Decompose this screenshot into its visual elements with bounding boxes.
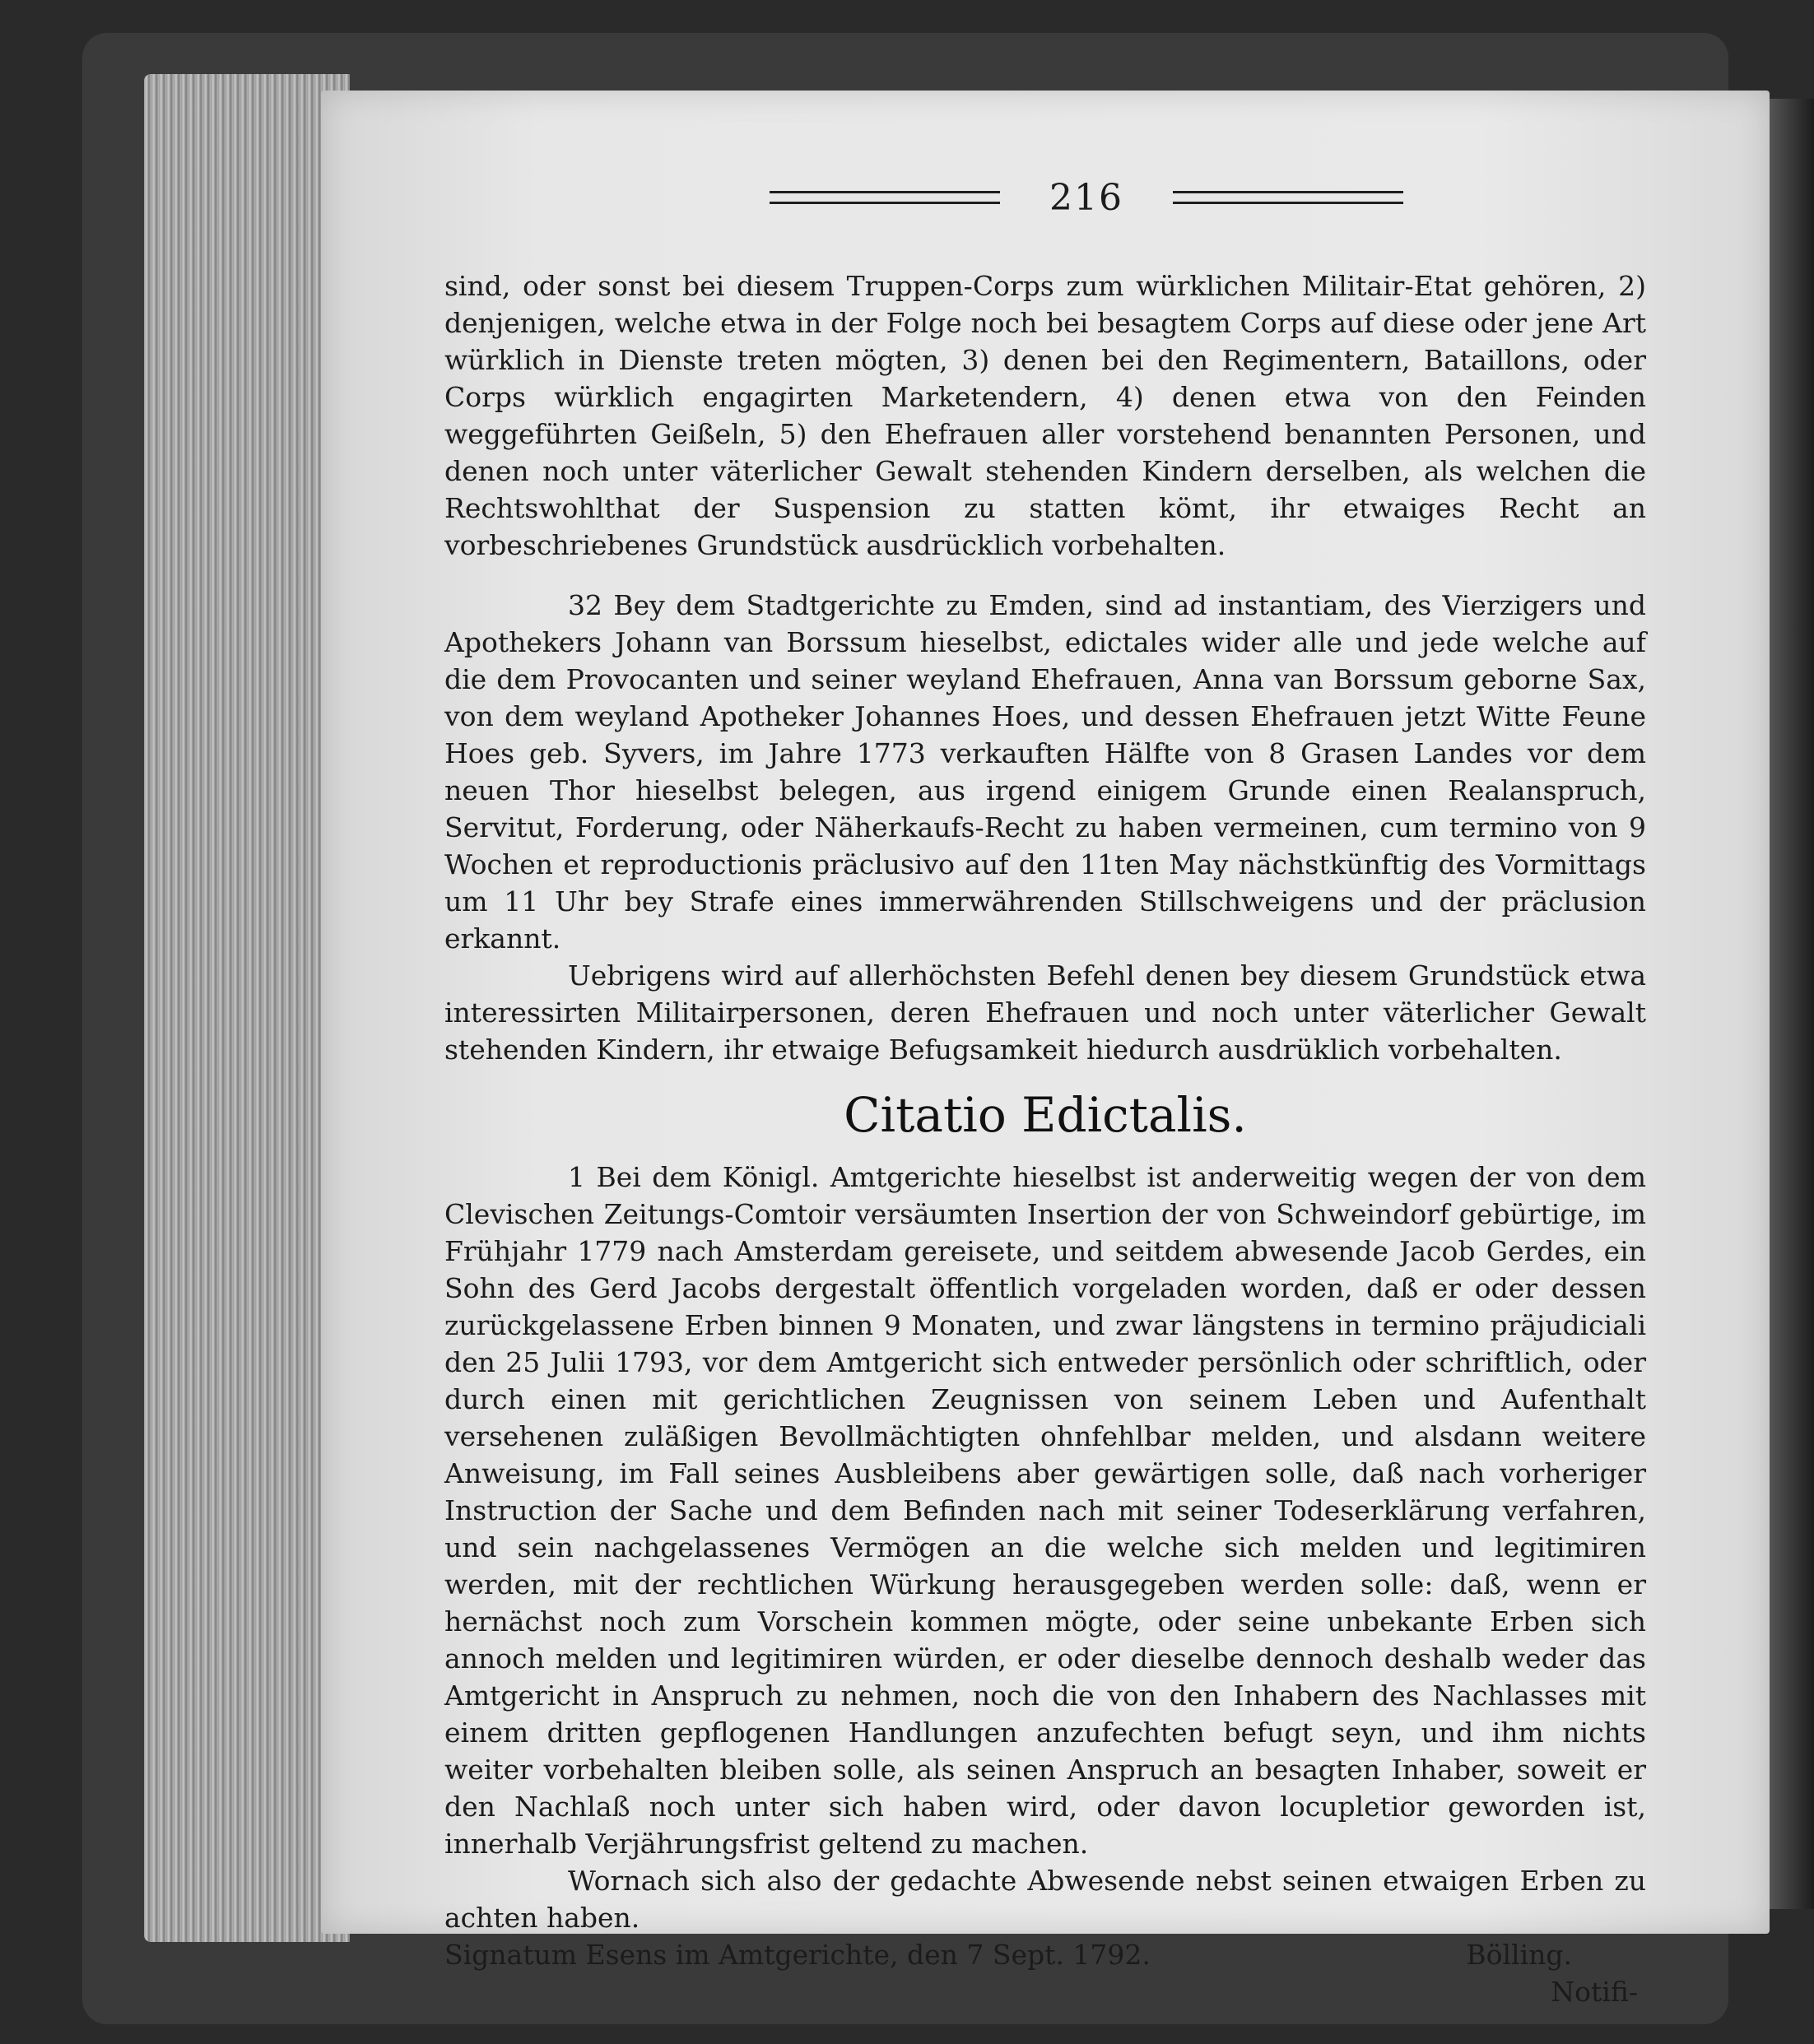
book-page (321, 91, 1770, 2008)
header-rule-right (1173, 191, 1403, 204)
paragraph-reservation: Uebrigens wird auf allerhöchsten Befehl denen bey diesem Grundstück etwa interessirten Militairpersonen, deren Ehefrauen und noch unter väterlicher Gewalt stehenden Kindern, ihr etwaige Befugsamkeit hiedurch ausdrüklich vorbehalten. (444, 959, 1646, 1066)
catchword: Notifi- (1551, 1976, 1638, 2008)
paragraph-notice-32: 32 Bey dem Stadtgerichte zu Emden, sind ad instantiam, des Vierzigers und Apothekers Johann van Borssum hieselbst, edictales wider alle und jede welche auf die dem Provocanten und seiner weyland Ehefrauen, Anna van Borssum geborne Sax, von dem weyland Apotheker Johannes Hoes, und dessen Ehefrauen jetzt Witte Feune Hoes geb. Syvers, im Jahre 1773 verkauften Hälfte von 8 Grasen Landes vor dem neuen Thor hieselbst belegen, aus irgend einigem Grunde einen Realanspruch, Servitut, Forderung, oder Näherkaufs-Recht zu haben vermeinen, cum termino von 9 Wochen et reproductionis präclusivo auf den 11ten May nächstkünftig des Vormittags um 11 Uhr bey Strafe eines immerwährenden Stillschweigens und der präclusion erkannt. (444, 589, 1646, 955)
page-number: 216 (1049, 176, 1123, 219)
signature-name: Bölling. (1466, 1939, 1572, 1971)
page-body (444, 267, 1646, 2010)
page-header (716, 173, 1457, 222)
header-rule-left (770, 191, 1000, 204)
page-edge-stack (144, 74, 350, 1942)
paragraph-continued: sind, oder sonst bei diesem Truppen-Corps zum würklichen Militair-Etat gehören, 2) denjenigen, welche etwa in der Folge noch bei besagtem Corps auf diese oder jene Art würklich in Dienste treten mögten, 3) denen bei den Regimentern, Bataillons, oder Corps würklich engagirten Marketendern, 4) denen etwa von den Feinden weggeführten Geißeln, 5) den Ehefrauen aller vorstehend benannten Personen, und denen noch unter väterlicher Gewalt stehenden Kindern derselben, als welchen die Rechtswohlthat der Suspension zu statten kömt, ihr etwaiges Recht an vorbeschriebenes Grundstück ausdrücklich vorbehalten. (444, 270, 1646, 561)
paragraph-closing: Wornach sich also der gedachte Abwesende nebst seinen etwaigen Erben zu achten haben. (444, 1865, 1646, 1934)
paragraph-citation-1: 1 Bei dem Königl. Amtgerichte hieselbst ist anderweitig wegen der von dem Clevischen Zeitungs-Comtoir versäumten Insertion der von Schweindorf gebürtige, im Frühjahr 1779 nach Amsterdam gereisete, und seitdem abwesende Jacob Gerdes, ein Sohn des Gerd Jacobs dergestalt öffentlich vorgeladen worden, daß er oder dessen zurückgelassene Erben binnen 9 Monaten, und zwar längstens in termino präjudiciali den 25 Julii 1793, vor dem Amtgericht sich entweder persönlich oder schriftlich, oder durch einen mit gerichtlichen Zeugnissen von seinem Leben und Aufenthalt versehenen zuläßigen Bevollmächtigten ohnfehlbar melden, und alsdann weitere Anweisung, im Fall seines Ausbleibens aber gewärtigen solle, daß nach vorheriger Instruction der Sache und dem Befinden nach mit seiner Todeserklärung verfahren, und sein nachgelassenes Vermögen an die welche sich melden und legitimiren werden, mit der rechtlichen Würkung herausgegeben werden solle: daß, wenn er hernächst noch zum Vorschein kommen mögte, oder seine unbekante Erben sich annoch melden und legitimiren würden, er oder dieselbe dennoch deshalb weder das Amtgericht in Anspruch zu nehmen, noch die von den Inhabern des Nachlasses mit einem dritten gepflogenen Handlungen anzufechten befugt seyn, und ihm nichts weiter vorbehalten bleiben solle, als seinen Anspruch an besagten Inhaber, soweit er den Nachlaß noch unter sich haben wird, oder davon locupletior geworden ist, innerhalb Verjährungsfrist geltend zu machen. (444, 1161, 1646, 1860)
section-heading: Citatio Edictalis. (844, 1087, 1247, 1143)
signature-line (444, 1936, 1646, 1973)
signature-place-date: Signatum Esens im Amtgerichte, den 7 Sept. 1792. (444, 1939, 1151, 1971)
